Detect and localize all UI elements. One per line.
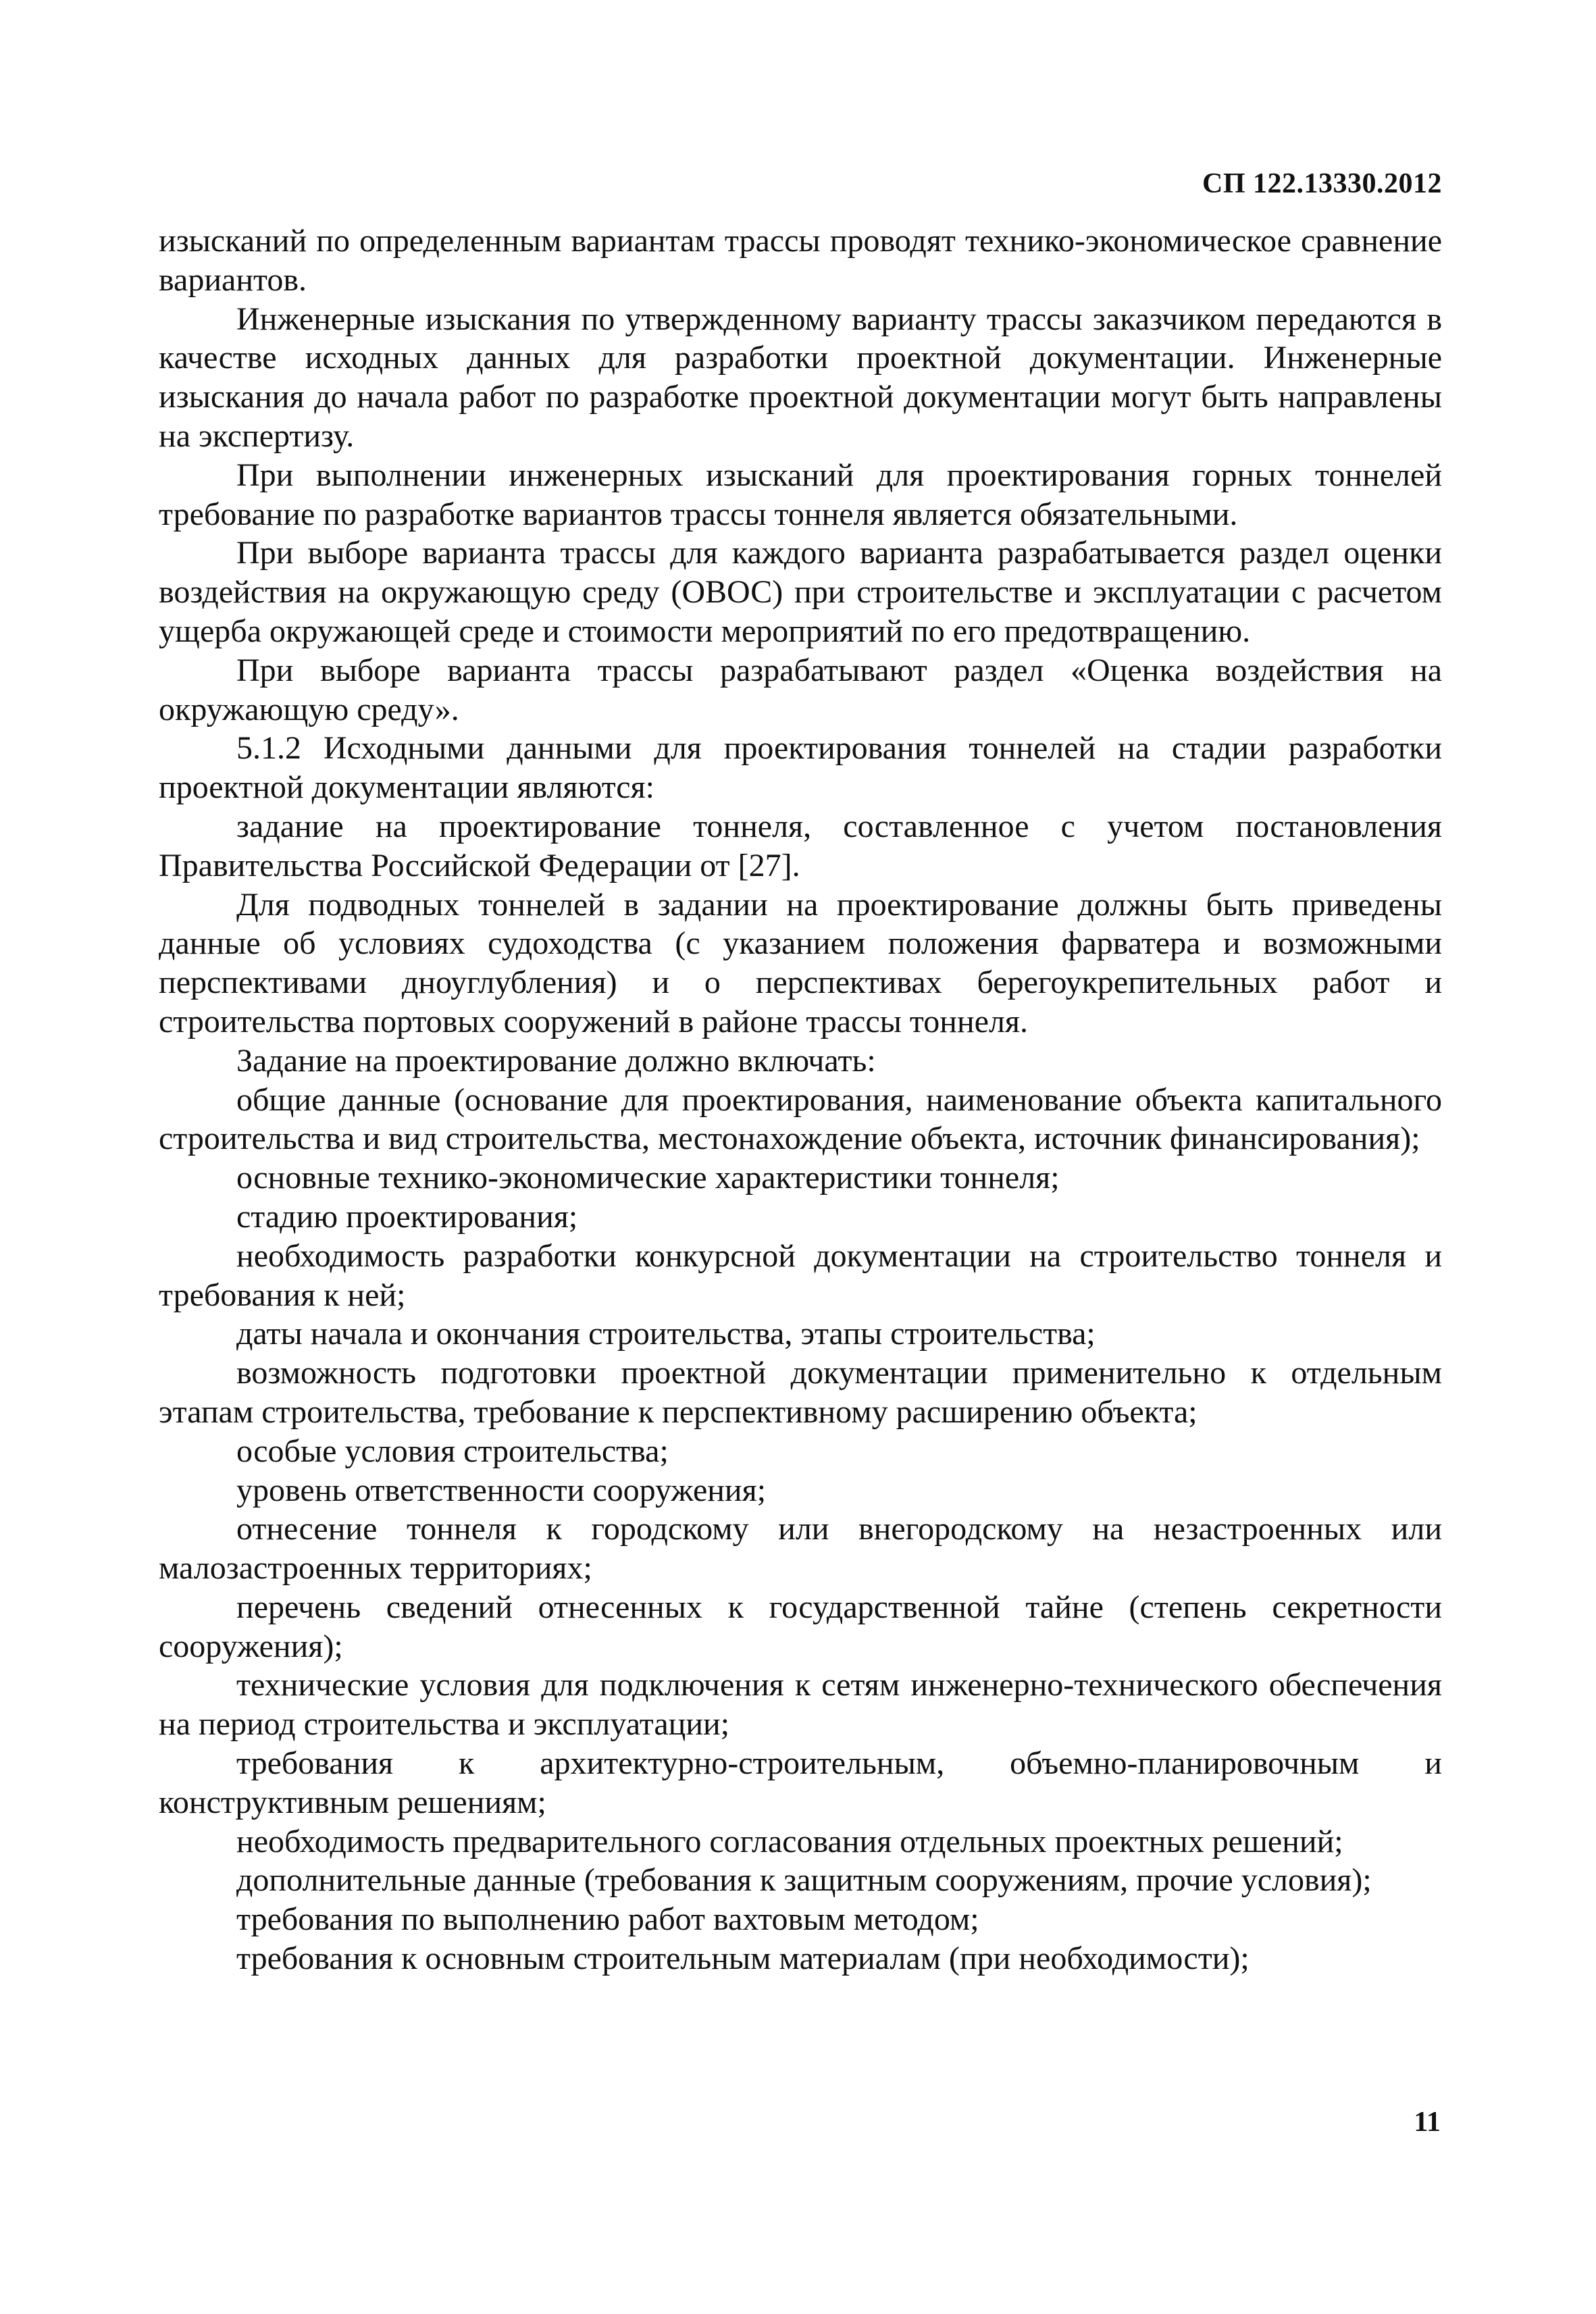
list-item: требования по выполнению работ вахтовым методом;	[236, 1901, 979, 1938]
document-code: СП 122.13330.2012	[1202, 168, 1442, 199]
paragraph: При выборе варианта трассы для каждого варианта разрабатывается раздел оценки воздействия на окружающую среду (ОВОС) при строительстве и эксплуатации с расчетом ущерба окружающей среде и стоимости мероприятий по его предотвращению.	[159, 535, 1442, 649]
list-item: необходимость разработки конкурсной документации на строительство тоннеля и требования к ней;	[159, 1237, 1442, 1313]
list-item: требования к основным строительным материалам (при необходимости);	[236, 1940, 1250, 1977]
paragraph: Для подводных тоннелей в задании на проектирование должны быть приведены данные об условиях судоходства (с указанием положения фарватера и возможными перспективами дноуглубления) и о перспективах берегоукрепительных работ и строительства портовых сооружений в районе трассы тоннеля.	[159, 886, 1442, 1039]
list-item: отнесение тоннеля к городскому или внегородскому на незастроенных или малозастроенных территориях;	[159, 1511, 1442, 1587]
list-item: дополнительные данные (требования к защитным сооружениям, прочие условия);	[236, 1862, 1372, 1899]
paragraph: Задание на проектирование должно включать:	[236, 1042, 876, 1079]
list-item: технические условия для подключения к сетям инженерно-технического обеспечения на период строительства и эксплуатации;	[159, 1667, 1442, 1743]
list-item: особые условия строительства;	[236, 1433, 669, 1469]
list-item: стадию проектирования;	[236, 1198, 578, 1235]
list-item: общие данные (основание для проектирования, наименование объекта капитального строительства и вид строительства, местонахождение объекта, источник финансирования);	[159, 1081, 1442, 1157]
paragraph: задание на проектирование тоннеля, составленное с учетом постановления Правительства Российской Федерации от [27].	[159, 808, 1442, 883]
body-text	[159, 222, 1442, 1978]
list-item: требования к архитектурно-строительным, объемно-планировочным и конструктивным решениям;	[159, 1745, 1442, 1820]
paragraph: Инженерные изыскания по утвержденному варианту трассы заказчиком передаются в качестве исходных данных для разработки проектной документации. Инженерные изыскания до начала работ по разработке проектной документации могут быть направлены на экспертизу.	[159, 301, 1442, 454]
list-item: необходимость предварительного согласования отдельных проектных решений;	[236, 1823, 1343, 1859]
page-number: 11	[1414, 2107, 1441, 2138]
paragraph: 5.1.2 Исходными данными для проектирования тоннелей на стадии разработки проектной документации являются:	[159, 730, 1442, 806]
list-item: основные технико-экономические характеристики тоннеля;	[236, 1160, 1060, 1196]
list-item: даты начала и окончания строительства, этапы строительства;	[236, 1316, 1096, 1352]
paragraph: При выполнении инженерных изысканий для проектирования горных тоннелей требование по разработке вариантов трассы тоннеля является обязательными.	[159, 457, 1442, 532]
list-item: возможность подготовки проектной документации применительно к отдельным этапам строительства, требование к перспективному расширению объекта;	[159, 1355, 1442, 1430]
paragraph: изысканий по определенным вариантам трассы проводят технико-экономическое сравнение вариантов.	[159, 223, 1442, 298]
list-item: уровень ответственности сооружения;	[236, 1472, 767, 1508]
list-item: перечень сведений отнесенных к государственной тайне (степень секретности сооружения);	[159, 1589, 1442, 1664]
paragraph: При выборе варианта трассы разрабатывают раздел «Оценка воздействия на окружающую среду».	[159, 652, 1442, 727]
